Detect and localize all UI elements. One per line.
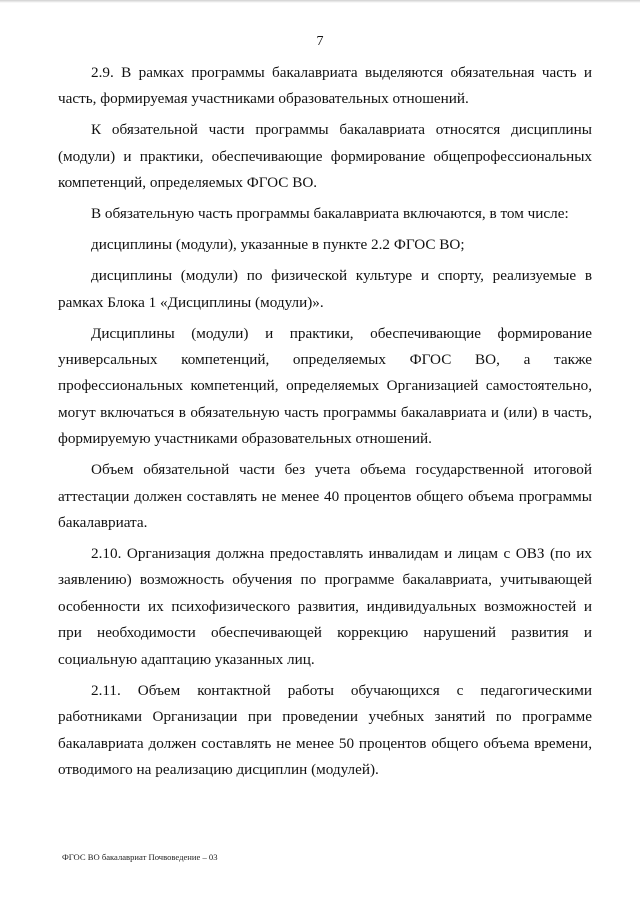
paragraph-2-10: 2.10. Организация должна предоставлять инвалидам и лицам с ОВЗ (по их заявлению) возможность обучения по программе бакалавриата, учитывающей особенности их психофизического развития, индивидуальных возможностей и при необходимости обеспечивающей коррекцию нарушений развития и социальную адаптацию указанных лиц. — [58, 545, 592, 668]
paragraph-2-11: 2.11. Объем контактной работы обучающихся с педагогическими работниками Организации при проведении учебных занятий по программе бакалавриата должен составлять не менее 50 процентов общего объема времени, отводимого на реализацию дисциплин (модулей). — [58, 681, 592, 778]
page-footer: ФГОС ВО бакалавриат Почвоведение – 03 — [62, 852, 218, 862]
paragraph-volume-mandatory: Объем обязательной части без учета объема государственной итоговой аттестации должен составлять не менее 40 процентов общего объема программы бакалавриата. — [58, 461, 592, 532]
document-body — [58, 60, 592, 788]
page-top-edge — [0, 0, 640, 3]
paragraph-included-in-mandatory: В обязательную часть программы бакалавриата включаются, в том числе: — [91, 205, 569, 223]
paragraph-universal-competencies: Дисциплины (модули) и практики, обеспечивающие формирование универсальных компетенций, определяемых ФГОС ВО, а также профессиональных компетенций, определяемых Организацией самостоятельно, могут включаться в обязательную часть программы бакалавриата и (или) в часть, формируемую участниками образовательных отношений. — [58, 324, 592, 448]
paragraph-mandatory-part: К обязательной части программы бакалавриата относятся дисциплины (модули) и практики, обеспечивающие формирование общепрофессиональных компетенций, определяемых ФГОС ВО. — [58, 121, 592, 192]
paragraph-2-9: 2.9. В рамках программы бакалавриата выделяются обязательная часть и часть, формируемая участниками образовательных отношений. — [58, 64, 592, 108]
page-number: 7 — [316, 34, 324, 49]
paragraph-disciplines-2-2: дисциплины (модули), указанные в пункте 2.2 ФГОС ВО; — [91, 236, 465, 254]
paragraph-physical-culture: дисциплины (модули) по физической культуре и спорту, реализуемые в рамках Блока 1 «Дисциплины (модули)». — [58, 267, 592, 311]
